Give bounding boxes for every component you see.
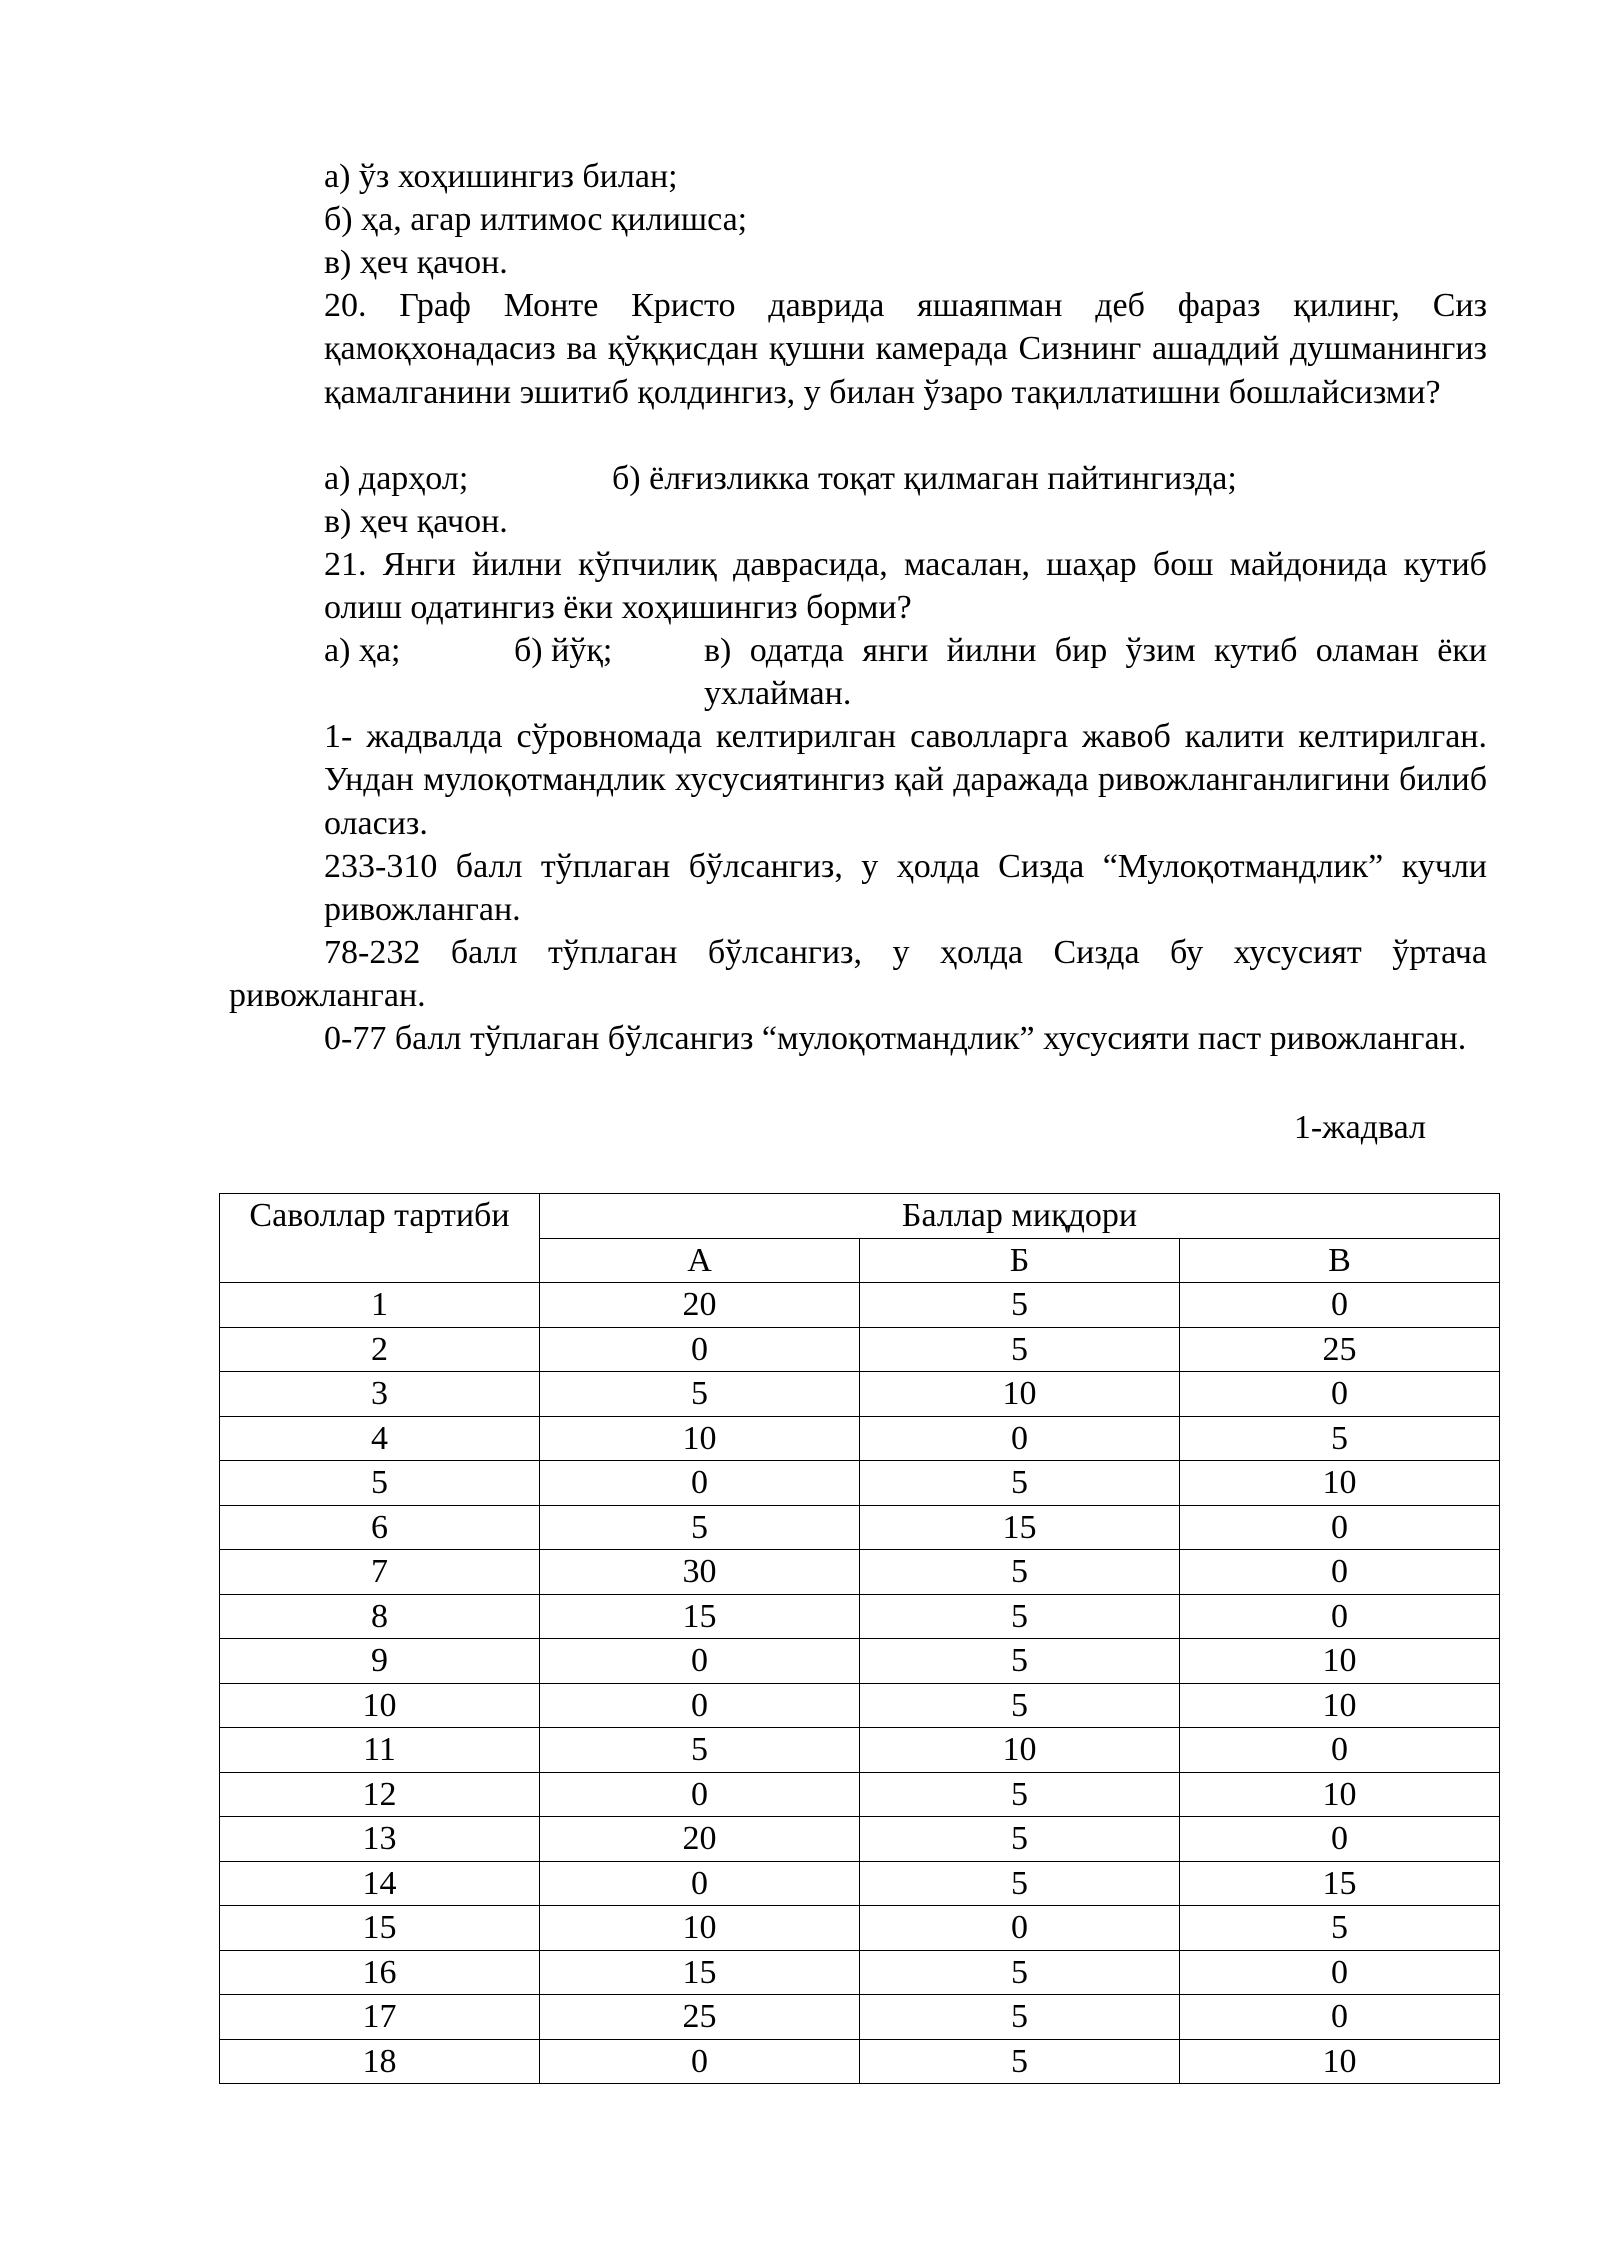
cell-question-number: 9 bbox=[220, 1639, 540, 1684]
q21-option-c: в) одатда янги йилни бир ўзим кутиб оламан ёки ухлайман. bbox=[704, 632, 1487, 713]
cell-points-b: 5 bbox=[860, 1550, 1180, 1595]
cell-points-c: 10 bbox=[1180, 1639, 1500, 1684]
cell-points-b: 0 bbox=[860, 1906, 1180, 1951]
q19-option-a: а) ўз хоҳишингиз билан; bbox=[324, 158, 678, 195]
cell-points-b: 5 bbox=[860, 1817, 1180, 1862]
header-points-amount: Баллар миқдори bbox=[540, 1194, 1500, 1239]
cell-points-b: 5 bbox=[860, 1461, 1180, 1506]
cell-points-c: 0 bbox=[1180, 1372, 1500, 1417]
cell-points-a: 15 bbox=[540, 1594, 860, 1639]
cell-points-a: 10 bbox=[540, 1416, 860, 1461]
question-21: 21. Янги йилни кўпчилиқ даврасида, масалан, шаҳар бош майдонида кутиб олиш одатингиз ёки хоҳишингиз борми? bbox=[324, 546, 1487, 627]
table-row bbox=[220, 1950, 1500, 1995]
cell-points-a: 5 bbox=[540, 1728, 860, 1773]
cell-points-c: 5 bbox=[1180, 1416, 1500, 1461]
score-range-low: 0-77 балл тўплаган бўлсангиз “мулоқотмандлик” хусусияти паст ривожланган. bbox=[324, 1020, 1467, 1057]
cell-question-number: 1 bbox=[220, 1283, 540, 1328]
cell-question-number: 8 bbox=[220, 1594, 540, 1639]
cell-question-number: 3 bbox=[220, 1372, 540, 1417]
answer-key-intro: 1- жадвалда сўровномада келтирилган саволларга жавоб калити келтирилган. Ундан мулоқотмандлик хусусиятингиз қай даражада ривожланганлигини билиб оласиз. bbox=[324, 718, 1487, 842]
header-col-c: В bbox=[1180, 1238, 1500, 1283]
cell-points-c: 0 bbox=[1180, 1995, 1500, 2040]
cell-points-c: 5 bbox=[1180, 1906, 1500, 1951]
cell-points-b: 0 bbox=[860, 1416, 1180, 1461]
cell-points-c: 0 bbox=[1180, 1817, 1500, 1862]
score-range-mid: 78-232 балл тўплаган бўлсангиз, у ҳолда Сизда бу хусусият ўртача ривожланган. bbox=[229, 934, 1487, 1015]
cell-points-a: 10 bbox=[540, 1906, 860, 1951]
cell-points-b: 10 bbox=[860, 1372, 1180, 1417]
table-row bbox=[220, 1817, 1500, 1862]
cell-question-number: 11 bbox=[220, 1728, 540, 1773]
scores-table-body bbox=[220, 1194, 1500, 2084]
cell-points-a: 0 bbox=[540, 1772, 860, 1817]
cell-points-c: 0 bbox=[1180, 1550, 1500, 1595]
q19-option-b: б) ҳа, агар илтимос қилишса; bbox=[324, 201, 748, 238]
cell-points-c: 0 bbox=[1180, 1505, 1500, 1550]
cell-question-number: 6 bbox=[220, 1505, 540, 1550]
cell-points-a: 0 bbox=[540, 1327, 860, 1372]
cell-question-number: 18 bbox=[220, 2039, 540, 2084]
table-row bbox=[220, 1416, 1500, 1461]
table-row bbox=[220, 1461, 1500, 1506]
cell-question-number: 17 bbox=[220, 1995, 540, 2040]
cell-points-c: 0 bbox=[1180, 1594, 1500, 1639]
cell-points-b: 15 bbox=[860, 1505, 1180, 1550]
cell-points-c: 0 bbox=[1180, 1728, 1500, 1773]
cell-points-b: 5 bbox=[860, 1861, 1180, 1906]
cell-question-number: 16 bbox=[220, 1950, 540, 1995]
scores-table bbox=[219, 1193, 1500, 2084]
cell-points-b: 5 bbox=[860, 1283, 1180, 1328]
cell-points-a: 20 bbox=[540, 1817, 860, 1862]
table-row bbox=[220, 1594, 1500, 1639]
table-caption: 1-жадвал bbox=[1293, 1109, 1426, 1146]
header-col-a: А bbox=[540, 1238, 860, 1283]
table-row bbox=[220, 1372, 1500, 1417]
cell-points-a: 5 bbox=[540, 1505, 860, 1550]
table-row bbox=[220, 2039, 1500, 2084]
cell-points-b: 10 bbox=[860, 1728, 1180, 1773]
table-row bbox=[220, 1906, 1500, 1951]
cell-points-c: 0 bbox=[1180, 1283, 1500, 1328]
cell-question-number: 13 bbox=[220, 1817, 540, 1862]
cell-points-c: 0 bbox=[1180, 1950, 1500, 1995]
q20-option-a: а) дарҳол; bbox=[324, 460, 469, 497]
q21-option-a: а) ҳа; bbox=[324, 632, 401, 669]
cell-points-b: 5 bbox=[860, 1327, 1180, 1372]
cell-points-c: 15 bbox=[1180, 1861, 1500, 1906]
cell-points-a: 20 bbox=[540, 1283, 860, 1328]
cell-question-number: 10 bbox=[220, 1683, 540, 1728]
cell-question-number: 7 bbox=[220, 1550, 540, 1595]
cell-points-a: 0 bbox=[540, 1683, 860, 1728]
table-row bbox=[220, 1683, 1500, 1728]
cell-points-b: 5 bbox=[860, 1995, 1180, 2040]
cell-points-c: 10 bbox=[1180, 1461, 1500, 1506]
header-col-b: Б bbox=[860, 1238, 1180, 1283]
cell-points-b: 5 bbox=[860, 2039, 1180, 2084]
table-row bbox=[220, 1550, 1500, 1595]
table-header-row bbox=[220, 1194, 1500, 1239]
cell-points-c: 25 bbox=[1180, 1327, 1500, 1372]
cell-question-number: 5 bbox=[220, 1461, 540, 1506]
cell-points-a: 5 bbox=[540, 1372, 860, 1417]
cell-question-number: 2 bbox=[220, 1327, 540, 1372]
cell-points-a: 0 bbox=[540, 2039, 860, 2084]
cell-points-a: 25 bbox=[540, 1995, 860, 2040]
cell-points-b: 5 bbox=[860, 1594, 1180, 1639]
cell-points-c: 10 bbox=[1180, 1683, 1500, 1728]
cell-question-number: 4 bbox=[220, 1416, 540, 1461]
cell-question-number: 14 bbox=[220, 1861, 540, 1906]
cell-question-number: 12 bbox=[220, 1772, 540, 1817]
cell-points-a: 0 bbox=[540, 1639, 860, 1684]
table-row bbox=[220, 1728, 1500, 1773]
cell-question-number: 15 bbox=[220, 1906, 540, 1951]
cell-points-a: 30 bbox=[540, 1550, 860, 1595]
cell-points-a: 15 bbox=[540, 1950, 860, 1995]
table-row bbox=[220, 1327, 1500, 1372]
header-question-order: Саволлар тартиби bbox=[220, 1194, 540, 1283]
q20-options-row bbox=[324, 457, 1487, 501]
score-range-high: 233-310 балл тўплаган бўлсангиз, у ҳолда Сизда “Мулоқотмандлик” кучли ривожланган. bbox=[324, 848, 1487, 929]
q20-option-c: в) ҳеч қачон. bbox=[324, 503, 508, 540]
q19-option-c: в) ҳеч қачон. bbox=[324, 244, 508, 281]
table-row bbox=[220, 1772, 1500, 1817]
cell-points-b: 5 bbox=[860, 1772, 1180, 1817]
question-20: 20. Граф Монте Кристо даврида яшаяпман деб фараз қилинг, Сиз қамоқхонадасиз ва қўққисдан қушни камерада Сизнинг ашаддий душманингиз қамалганини эшитиб қолдингиз, у билан ўзаро тақиллатишни бошлайсизми? bbox=[324, 287, 1487, 411]
q20-option-b: б) ёлғизликка тоқат қилмаган пайтингизда; bbox=[612, 460, 1237, 497]
table-row bbox=[220, 1995, 1500, 2040]
cell-points-b: 5 bbox=[860, 1639, 1180, 1684]
table-row bbox=[220, 1639, 1500, 1684]
q21-option-b: б) йўқ; bbox=[514, 632, 613, 669]
table-row bbox=[220, 1505, 1500, 1550]
cell-points-b: 5 bbox=[860, 1683, 1180, 1728]
cell-points-b: 5 bbox=[860, 1950, 1180, 1995]
cell-points-a: 0 bbox=[540, 1861, 860, 1906]
cell-points-a: 0 bbox=[540, 1461, 860, 1506]
table-row bbox=[220, 1861, 1500, 1906]
cell-points-c: 10 bbox=[1180, 2039, 1500, 2084]
cell-points-c: 10 bbox=[1180, 1772, 1500, 1817]
table-row bbox=[220, 1283, 1500, 1328]
